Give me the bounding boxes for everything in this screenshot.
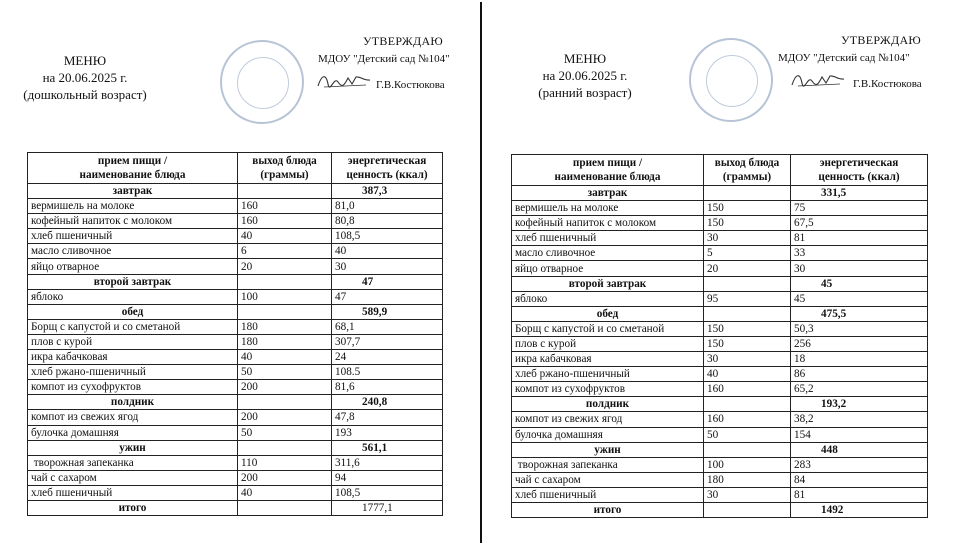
dish-grams: 160 — [704, 412, 791, 427]
dish-calories: 40 — [332, 244, 443, 259]
table-row — [512, 216, 928, 231]
col-grams-label: выход блюда (граммы) — [252, 155, 317, 181]
dish-grams: 160 — [704, 382, 791, 397]
dish-grams: 30 — [704, 487, 791, 502]
meal-name: обед — [28, 304, 238, 319]
meal-name: ужин — [28, 440, 238, 455]
column-header — [704, 155, 791, 186]
meal-name: полдник — [28, 395, 238, 410]
dish-calories: 45 — [791, 276, 928, 291]
col-kcal-label: энергетическая ценность (ккал) — [818, 157, 900, 183]
table-row — [512, 427, 928, 442]
dish-calories: 18 — [791, 352, 928, 367]
meal-name: полдник — [512, 397, 704, 412]
meal-name: второй завтрак — [512, 276, 704, 291]
meal-header-row — [512, 186, 928, 201]
table-row — [512, 246, 928, 261]
dish-name: булочка домашняя — [28, 425, 238, 440]
dish-calories: 86 — [791, 367, 928, 382]
total-label: итого — [28, 500, 238, 515]
table-row — [28, 350, 443, 365]
menu-title — [510, 50, 660, 101]
menu-date: на 20.06.2025 г. — [42, 70, 128, 85]
dish-name: хлеб ржано-пшеничный — [28, 365, 238, 380]
meal-header-row — [28, 184, 443, 199]
meal-header-row — [28, 274, 443, 289]
menu-age-group: (дошкольный возраст) — [23, 87, 147, 102]
approval-header: УТВЕРЖДАЮ — [363, 34, 444, 48]
dish-calories: 331,5 — [791, 186, 928, 201]
menu-rows — [28, 184, 443, 516]
dish-calories: 75 — [791, 201, 928, 216]
dish-grams: 50 — [238, 365, 332, 380]
approval-signer: Г.В.Костюкова — [853, 78, 922, 90]
dish-calories: 240,8 — [332, 395, 443, 410]
dish-name: масло сливочное — [512, 246, 704, 261]
dish-calories: 154 — [791, 427, 928, 442]
menu-title — [0, 52, 170, 103]
dish-calories: 81 — [791, 487, 928, 502]
dish-calories: 65,2 — [791, 382, 928, 397]
menu-title-line: МЕНЮ — [63, 53, 107, 68]
menu-table — [511, 154, 928, 518]
column-header — [28, 153, 238, 184]
dish-calories: 68,1 — [332, 319, 443, 334]
dish-grams — [238, 184, 332, 199]
table-header-row — [512, 155, 928, 186]
table-row — [28, 425, 443, 440]
dish-name: творожная запеканка — [512, 457, 704, 472]
dish-calories: 33 — [791, 246, 928, 261]
dish-name: Борщ с капустой и со сметаной — [512, 321, 704, 336]
dish-calories: 193 — [332, 425, 443, 440]
dish-calories: 47 — [332, 274, 443, 289]
dish-name: творожная запеканка — [28, 455, 238, 470]
dish-name: хлеб пшеничный — [28, 229, 238, 244]
dish-calories: 108,5 — [332, 229, 443, 244]
menu-rows — [512, 186, 928, 518]
table-row — [28, 380, 443, 395]
dish-name: кофейный напиток с молоком — [28, 214, 238, 229]
dish-grams: 150 — [704, 201, 791, 216]
dish-calories: 311,6 — [332, 455, 443, 470]
dish-grams — [238, 500, 332, 515]
dish-grams: 180 — [704, 472, 791, 487]
dish-calories: 387,3 — [332, 184, 443, 199]
column-header — [791, 155, 928, 186]
approval-header: УТВЕРЖДАЮ — [841, 33, 922, 47]
dish-calories: 80,8 — [332, 214, 443, 229]
dish-calories: 81,6 — [332, 380, 443, 395]
meal-name: второй завтрак — [28, 274, 238, 289]
dish-grams — [238, 395, 332, 410]
table-row — [512, 352, 928, 367]
meal-header-row — [512, 306, 928, 321]
table-row — [28, 214, 443, 229]
total-row — [28, 500, 443, 515]
col-grams-label: выход блюда (граммы) — [714, 157, 780, 183]
dish-grams — [704, 502, 791, 517]
dish-name: чай с сахаром — [512, 472, 704, 487]
total-row — [512, 502, 928, 517]
column-header — [332, 153, 443, 184]
table-row — [512, 457, 928, 472]
dish-calories: 84 — [791, 472, 928, 487]
dish-grams: 95 — [704, 291, 791, 306]
dish-grams: 200 — [238, 410, 332, 425]
dish-grams — [704, 397, 791, 412]
dish-name: хлеб пшеничный — [28, 485, 238, 500]
total-label: итого — [512, 502, 704, 517]
menu-panel-preschool — [0, 0, 478, 545]
dish-grams: 40 — [704, 367, 791, 382]
meal-name: ужин — [512, 442, 704, 457]
dish-name: плов с курой — [512, 336, 704, 351]
table-row — [512, 261, 928, 276]
dish-calories: 30 — [332, 259, 443, 274]
dish-name: хлеб пшеничный — [512, 487, 704, 502]
table-row — [28, 289, 443, 304]
col-meal-label: прием пищи / наименование блюда — [554, 157, 661, 183]
dish-grams: 100 — [238, 289, 332, 304]
total-calories: 1777,1 — [332, 500, 443, 515]
dish-calories: 193,2 — [791, 397, 928, 412]
dish-calories: 283 — [791, 457, 928, 472]
menu-title-line: МЕНЮ — [563, 51, 607, 66]
approval-org: МДОУ "Детский сад №104" — [778, 52, 910, 64]
dish-grams — [704, 186, 791, 201]
dish-name: хлеб пшеничный — [512, 231, 704, 246]
dish-calories: 47,8 — [332, 410, 443, 425]
dish-grams: 110 — [238, 455, 332, 470]
dish-grams: 40 — [238, 485, 332, 500]
dish-grams: 160 — [238, 199, 332, 214]
dish-calories: 256 — [791, 336, 928, 351]
table-row — [28, 259, 443, 274]
meal-header-row — [28, 304, 443, 319]
dish-name: яйцо отварное — [512, 261, 704, 276]
table-row — [512, 487, 928, 502]
dish-name: хлеб ржано-пшеничный — [512, 367, 704, 382]
dish-name: компот из сухофруктов — [512, 382, 704, 397]
dish-grams — [704, 442, 791, 457]
approval-signer: Г.В.Костюкова — [376, 79, 445, 91]
dish-grams: 50 — [238, 425, 332, 440]
dish-grams: 180 — [238, 319, 332, 334]
table-row — [512, 367, 928, 382]
column-header — [512, 155, 704, 186]
table-row — [512, 382, 928, 397]
column-header — [238, 153, 332, 184]
dish-calories: 307,7 — [332, 334, 443, 349]
meal-header-row — [28, 395, 443, 410]
dish-name: вермишель на молоке — [28, 199, 238, 214]
dish-calories: 47 — [332, 289, 443, 304]
dish-grams — [238, 304, 332, 319]
menu-table — [27, 152, 443, 516]
dish-calories: 24 — [332, 350, 443, 365]
dish-grams: 20 — [704, 261, 791, 276]
dish-grams: 150 — [704, 216, 791, 231]
meal-header-row — [28, 440, 443, 455]
dish-calories: 81 — [791, 231, 928, 246]
dish-grams — [238, 274, 332, 289]
table-row — [28, 244, 443, 259]
dish-grams: 30 — [704, 352, 791, 367]
dish-name: Борщ с капустой и со сметаной — [28, 319, 238, 334]
dish-name: плов с курой — [28, 334, 238, 349]
dish-grams: 200 — [238, 470, 332, 485]
dish-calories: 81,0 — [332, 199, 443, 214]
meal-header-row — [512, 397, 928, 412]
dish-calories: 45 — [791, 291, 928, 306]
table-row — [28, 199, 443, 214]
table-row — [28, 485, 443, 500]
table-row — [512, 472, 928, 487]
dish-calories: 448 — [791, 442, 928, 457]
stamp-seal — [689, 38, 773, 122]
dish-calories: 30 — [791, 261, 928, 276]
table-row — [28, 365, 443, 380]
dish-name: компот из свежих ягод — [512, 412, 704, 427]
dish-name: яйцо отварное — [28, 259, 238, 274]
table-row — [28, 455, 443, 470]
dish-grams: 200 — [238, 380, 332, 395]
dish-calories: 561,1 — [332, 440, 443, 455]
total-calories: 1492 — [791, 502, 928, 517]
table-row — [512, 412, 928, 427]
dish-grams: 160 — [238, 214, 332, 229]
table-row — [512, 321, 928, 336]
approval-org: МДОУ "Детский сад №104" — [318, 53, 450, 65]
table-row — [28, 470, 443, 485]
meal-header-row — [512, 442, 928, 457]
dish-grams: 6 — [238, 244, 332, 259]
dish-grams: 100 — [704, 457, 791, 472]
dish-calories: 38,2 — [791, 412, 928, 427]
dish-name: булочка домашняя — [512, 427, 704, 442]
menu-age-group: (ранний возраст) — [538, 85, 632, 100]
dish-name: вермишель на молоке — [512, 201, 704, 216]
table-row — [28, 319, 443, 334]
stamp-seal — [220, 40, 304, 124]
dish-name: чай с сахаром — [28, 470, 238, 485]
menu-date: на 20.06.2025 г. — [542, 68, 628, 83]
dish-calories: 475,5 — [791, 306, 928, 321]
dish-grams: 20 — [238, 259, 332, 274]
dish-grams: 40 — [238, 229, 332, 244]
dish-name: яблоко — [28, 289, 238, 304]
dish-calories: 67,5 — [791, 216, 928, 231]
menu-panel-early — [484, 0, 965, 545]
dish-grams — [704, 276, 791, 291]
signature — [790, 71, 846, 89]
meal-header-row — [512, 276, 928, 291]
dish-grams: 180 — [238, 334, 332, 349]
dish-name: икра кабачковая — [512, 352, 704, 367]
signature — [316, 72, 372, 90]
meal-name: завтрак — [28, 184, 238, 199]
dish-calories: 108.5 — [332, 365, 443, 380]
table-row — [28, 410, 443, 425]
dish-name: кофейный напиток с молоком — [512, 216, 704, 231]
col-meal-label: прием пищи / наименование блюда — [79, 155, 186, 181]
dish-name: компот из свежих ягод — [28, 410, 238, 425]
dish-grams: 150 — [704, 336, 791, 351]
table-row — [512, 291, 928, 306]
dish-name: компот из сухофруктов — [28, 380, 238, 395]
dish-name: яблоко — [512, 291, 704, 306]
dish-grams: 30 — [704, 231, 791, 246]
table-row — [28, 229, 443, 244]
meal-name: завтрак — [512, 186, 704, 201]
dish-grams: 50 — [704, 427, 791, 442]
dish-calories: 50,3 — [791, 321, 928, 336]
dish-grams: 150 — [704, 321, 791, 336]
dish-grams — [704, 306, 791, 321]
dish-calories: 94 — [332, 470, 443, 485]
table-row — [512, 201, 928, 216]
dish-grams: 40 — [238, 350, 332, 365]
meal-name: обед — [512, 306, 704, 321]
col-kcal-label: энергетическая ценность (ккал) — [346, 155, 428, 181]
table-row — [512, 231, 928, 246]
dish-grams — [238, 440, 332, 455]
dish-calories: 589,9 — [332, 304, 443, 319]
table-header-row — [28, 153, 443, 184]
table-row — [28, 334, 443, 349]
dish-calories: 108,5 — [332, 485, 443, 500]
dish-name: масло сливочное — [28, 244, 238, 259]
dish-grams: 5 — [704, 246, 791, 261]
table-row — [512, 336, 928, 351]
panel-divider — [480, 2, 482, 543]
dish-name: икра кабачковая — [28, 350, 238, 365]
